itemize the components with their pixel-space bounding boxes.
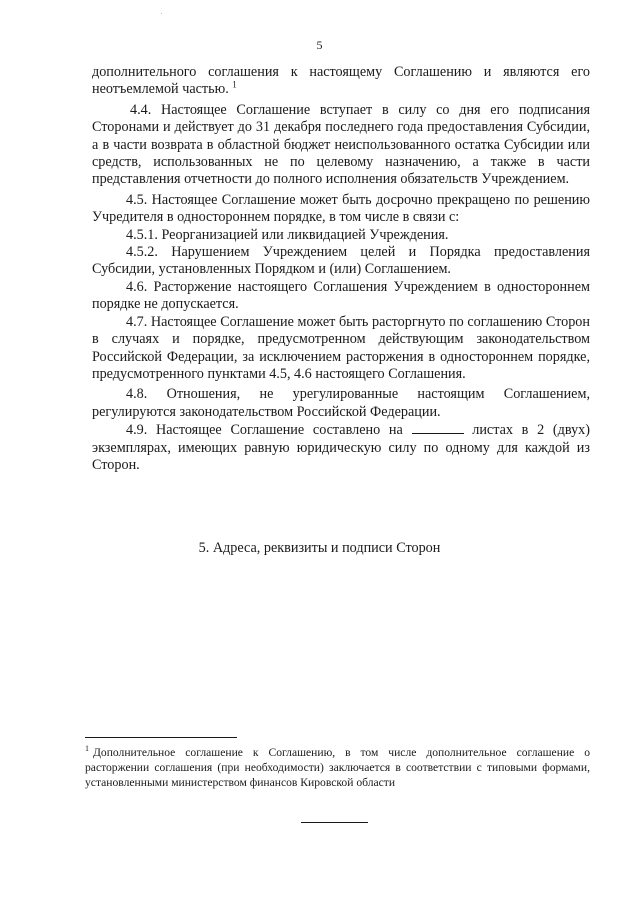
clause-4-9 — [92, 421, 590, 474]
clause-4-5: 4.5. Настоящее Соглашение может быть досрочно прекращено по решению Учредителя в одностороннем порядке, в том числе в связи с: — [92, 191, 590, 226]
footnote-reference: 1 — [232, 79, 237, 90]
sheet-count-blank — [412, 421, 464, 434]
scan-speck — [161, 13, 162, 14]
footnote — [85, 745, 590, 791]
footnote-separator — [85, 737, 237, 738]
clause-4-7: 4.7. Настоящее Соглашение может быть расторгнуто по соглашению Сторон в случаях и порядке, предусмотренном действующим законодательством Российской Федерации, за исключением расторжения в одностороннем порядке, предусмотренного пунктами 4.5, 4.6 настоящего Соглашения. — [92, 313, 590, 382]
page-number: 5 — [316, 38, 323, 52]
paragraph-continuation — [92, 64, 590, 99]
footnote-text: Дополнительное соглашение к Соглашению, в том числе дополнительное соглашение о расторжении соглашения (при необходимости) заключается в соответствии с типовыми формами, установленными министерством финансов Кировской области — [85, 746, 590, 790]
clause-4-5-2: 4.5.2. Нарушением Учреждением целей и Порядка предоставления Субсидии, установленных Порядком и (или) Соглашением. — [92, 244, 590, 278]
document-body — [92, 64, 590, 474]
clause-4-9-end: листах в 2 (двух) экземплярах, имеющих равную юридическую силу по одному для каждой из Сторон. — [92, 422, 590, 473]
clause-4-6: 4.6. Расторжение настоящего Соглашения Учреждением в одностороннем порядке не допускается. — [92, 278, 590, 313]
page-end-rule — [301, 822, 368, 823]
clause-4-8: 4.8. Отношения, не урегулированные настоящим Соглашением, регулируются законодательством Российской Федерации. — [92, 386, 590, 420]
footnote-marker: 1 — [85, 744, 89, 754]
clause-4-4: 4.4. Настоящее Соглашение вступает в силу со дня его подписания Сторонами и действует до 31 декабря последнего года предоставления Субсидии, а в части возврата в областной бюджет неиспользованного остатка Субсидии или средств, использованных не по целевому назначению, а также в части представления отчетности до полного исполнения обязательств Учреждением. — [92, 101, 590, 188]
section-title: 5. Адреса, реквизиты и подписи Сторон — [198, 540, 441, 556]
clause-4-5-1: 4.5.1. Реорганизацией или ликвидацией Учреждения. — [126, 226, 449, 243]
paragraph-continuation-text: дополнительного соглашения к настоящему Соглашению и являются его неотъемлемой частью. — [92, 64, 590, 98]
clause-4-9-start: 4.9. Настоящее Соглашение составлено на — [126, 422, 403, 439]
